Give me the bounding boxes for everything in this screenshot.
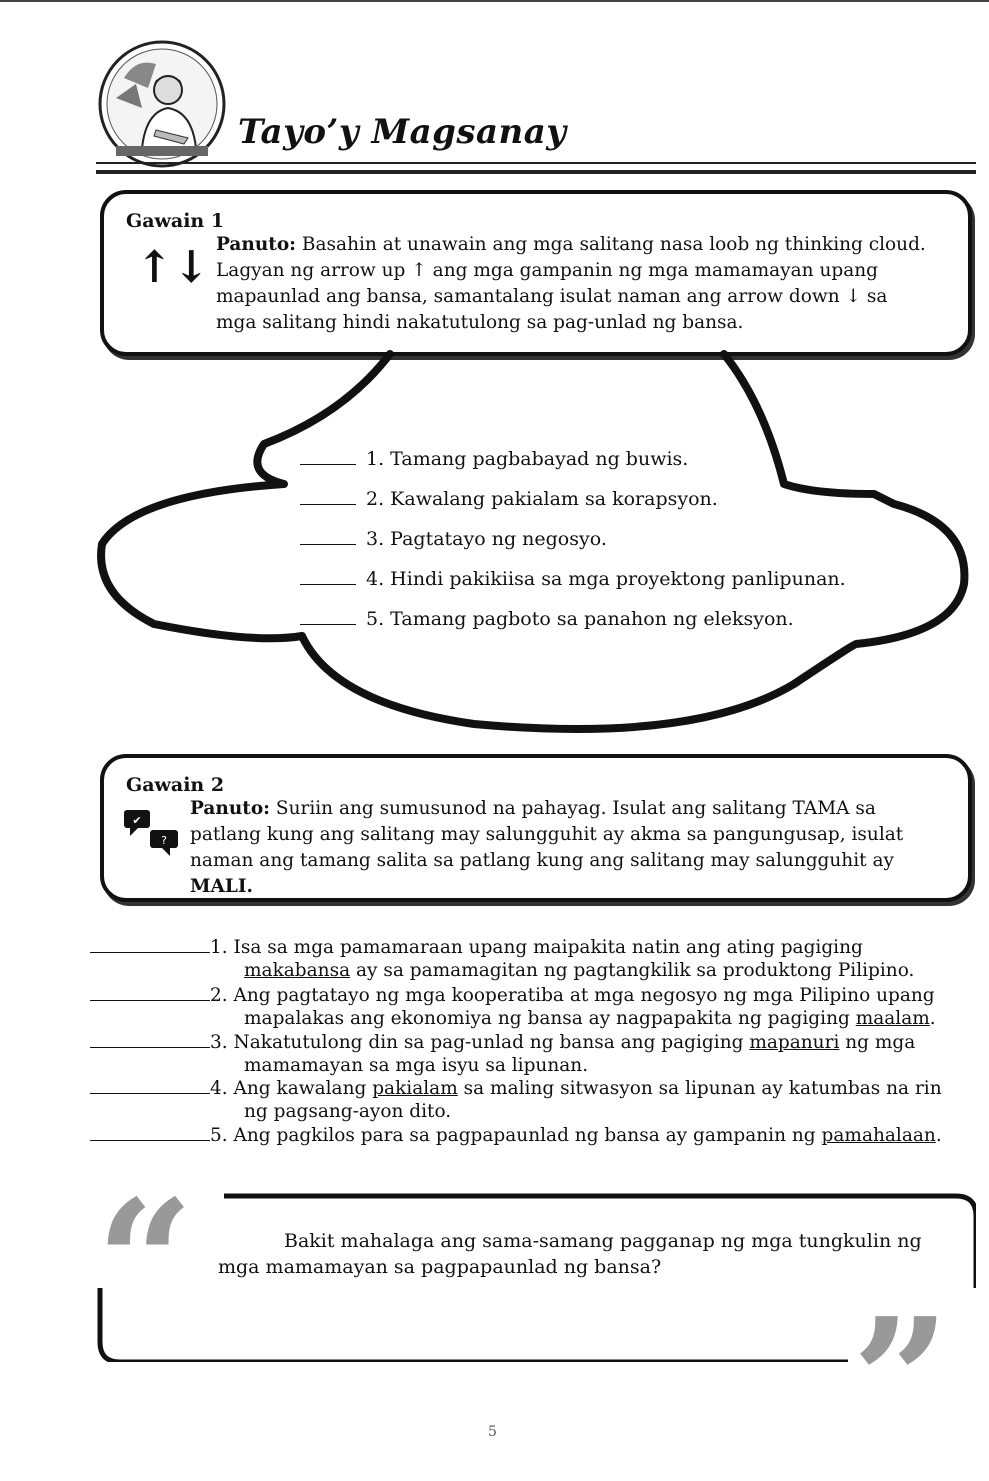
speech-bubbles-icon — [124, 810, 184, 860]
gawain-2-box — [100, 754, 972, 902]
page-number: 5 — [488, 1424, 497, 1440]
gawain-1-box — [100, 190, 972, 356]
answer-blank[interactable] — [90, 1126, 210, 1141]
statement-4: 4. Ang kawalang pakialam sa maling sitwasyon sa lipunan ay katumbas na rin ng pagsang-ayon dito. — [90, 1077, 976, 1123]
open-quote-icon: “ — [96, 1163, 194, 1363]
gawain-2-instructions: Panuto: Suriin ang sumusunod na pahayag. Isulat ang salitang TAMA sa patlang kung ang salitang may salungguhit ay akma sa pangungusap, isulat naman ang tamang salita sa patlang kung ang salitang may salungguhit ay MALI. — [190, 798, 904, 897]
gawain-1-heading: Gawain 1 — [126, 210, 225, 232]
answer-blank[interactable] — [300, 608, 356, 625]
statement-1: 1. Isa sa mga pamamaraan upang maipakita natin ang ating pagiging makabansa ay sa pamamagitan ng pagtangkilik sa produktong Pilipino. — [90, 936, 976, 982]
answer-blank[interactable] — [300, 488, 356, 505]
svg-text:✔: ✔ — [132, 814, 142, 827]
up-down-arrows-icon: ↑↓ — [136, 242, 210, 293]
answer-blank[interactable] — [300, 568, 356, 585]
cloud-item-3: 3. Pagtatayo ng negosyo. — [300, 528, 607, 550]
answer-blank[interactable] — [300, 528, 356, 545]
top-border — [0, 0, 989, 2]
answer-blank[interactable] — [90, 1033, 210, 1048]
reflection-question: Bakit mahalaga ang sama-samang pagganap ng mga tungkulin ng mga mamamayan sa pagpapaunlad ng bansa? — [218, 1230, 922, 1278]
title-divider — [96, 162, 976, 164]
student-writing-logo — [96, 38, 228, 170]
statement-2: 2. Ang pagtatayo ng mga kooperatiba at mga negosyo ng mga Pilipino upang mapalakas ang ekonomiya ng bansa ay nagpapakita ng pagiging maalam. — [90, 984, 976, 1030]
cloud-item-4: 4. Hindi pakikiisa sa mga proyektong panlipunan. — [300, 568, 846, 590]
svg-text:?: ? — [161, 834, 167, 847]
statement-3: 3. Nakatutulong din sa pag-unlad ng bansa ang pagiging mapanuri ng mga mamamayan sa mga isyu sa lipunan. — [90, 1031, 976, 1077]
page-title: Tayo’y Magsanay — [238, 112, 567, 152]
title-divider-thick — [96, 170, 976, 174]
close-quote-icon: ” — [852, 1281, 950, 1481]
answer-blank[interactable] — [90, 986, 210, 1001]
answer-blank[interactable] — [90, 938, 210, 953]
cloud-item-5: 5. Tamang pagboto sa panahon ng eleksyon. — [300, 608, 794, 630]
cloud-item-2: 2. Kawalang pakialam sa korapsyon. — [300, 488, 718, 510]
statement-5: 5. Ang pagkilos para sa pagpapaunlad ng bansa ay gampanin ng pamahalaan. — [90, 1124, 976, 1147]
cloud-item-1: 1. Tamang pagbabayad ng buwis. — [300, 448, 688, 470]
answer-blank[interactable] — [90, 1079, 210, 1094]
gawain-2-heading: Gawain 2 — [126, 774, 225, 796]
answer-blank[interactable] — [300, 448, 356, 465]
gawain-1-instructions: Panuto: Basahin at unawain ang mga salitang nasa loob ng thinking cloud. Lagyan ng arrow up ↑ ang mga gampanin ng mga mamamayan upang mapaunlad ang bansa, samantalang isulat naman ang arrow down ↓ sa mga salitang hindi nakatutulong sa pag-unlad ng bansa. — [216, 234, 926, 333]
